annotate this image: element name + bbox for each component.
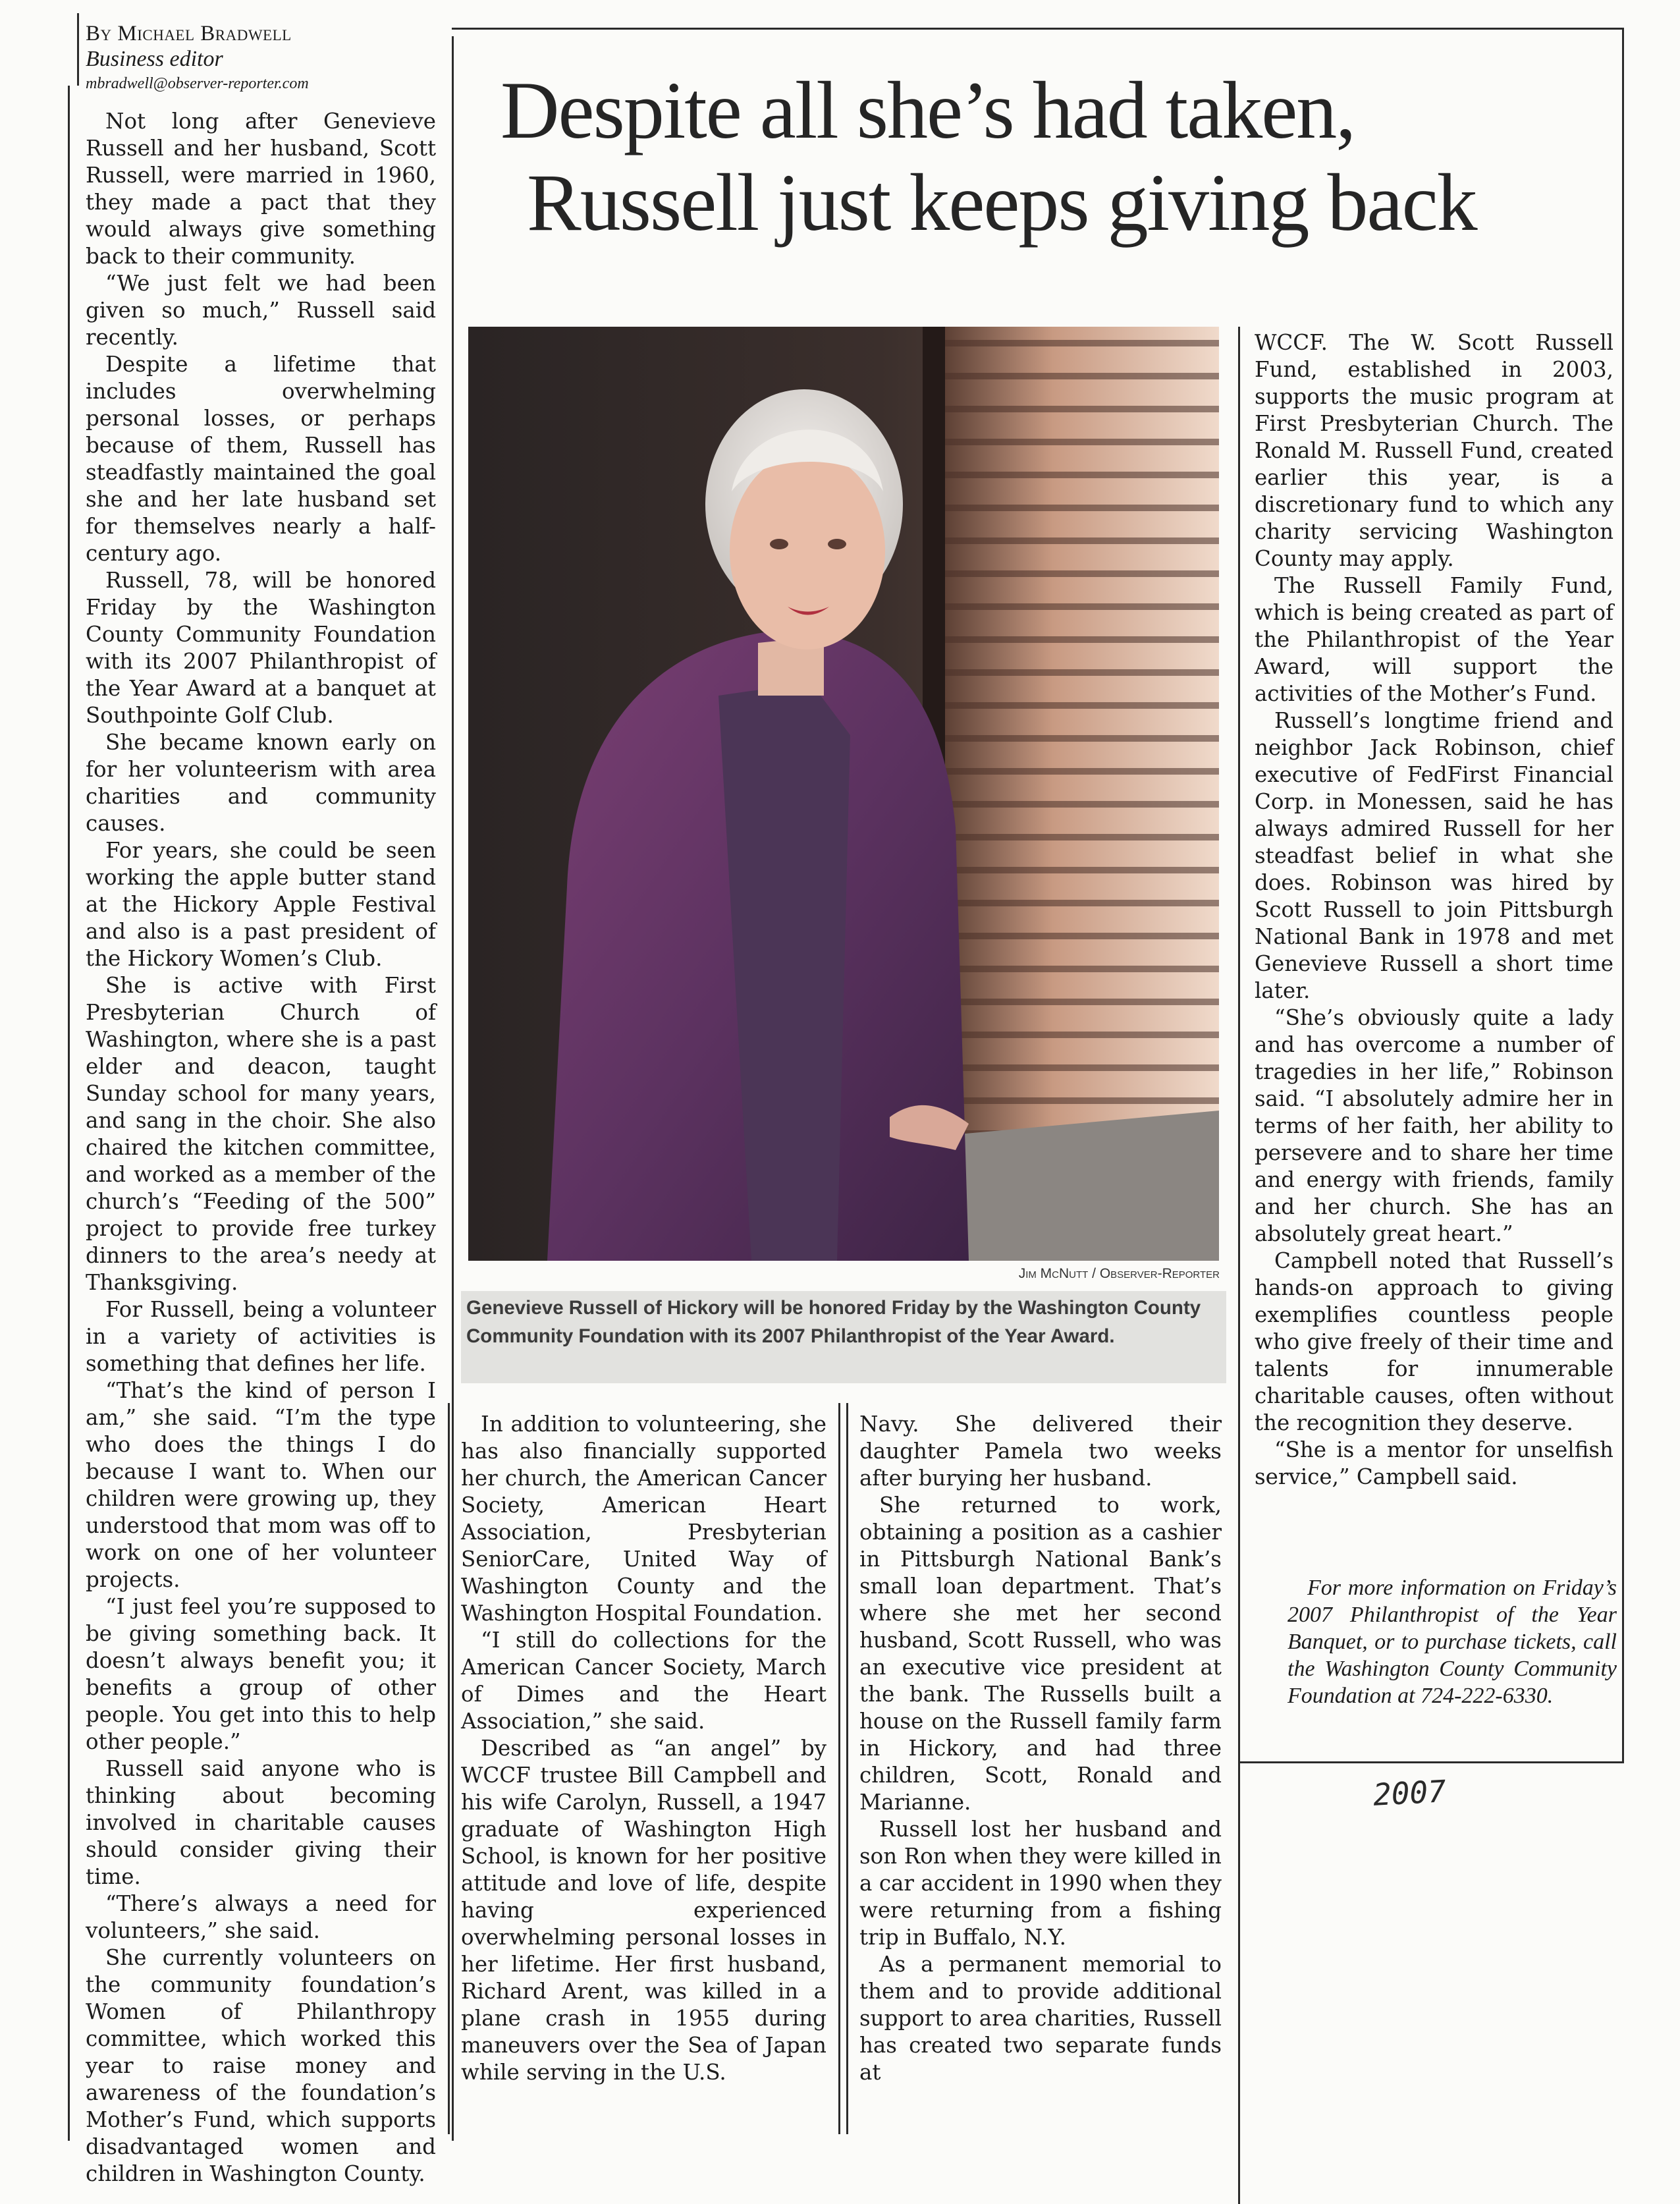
article-column-3 (859, 1411, 1222, 2086)
article-column-4 (1255, 329, 1613, 1491)
photo-caption: Genevieve Russell of Hickory will be honored Friday by the Washington County Community Foundation with its 2007 Philanthropist of the Year Award. (461, 1291, 1226, 1383)
byline (86, 21, 436, 95)
paragraph: “There’s always a need for volunteers,” she said. (86, 1891, 436, 1943)
paragraph: For years, she could be seen working the apple butter stand at the Hickory Apple Festival and also is a past president of the Hickory Women’s Club. (86, 838, 436, 971)
paragraph: For Russell, being a volunteer in a variety of activities is something that defines her life. (86, 1297, 436, 1376)
handwritten-year-note: 2007 (1372, 1773, 1448, 1813)
article-column-2 (461, 1411, 826, 2086)
paragraph: As a permanent memorial to them and to provide additional support to area charities, Russell has created two separate funds at (859, 1952, 1222, 2085)
headline-line-1: Despite all she’s had taken, (501, 65, 1355, 155)
paragraph: Not long after Genevieve Russell and her husband, Scott Russell, were married in 1960, they made a pact that they would always give something back to their community. (86, 109, 436, 269)
paragraph: Despite a lifetime that includes overwhelming personal losses, or perhaps because of them, Russell has steadfastly maintained the goal she and her late husband set for themselves nearly a half-century ago. (86, 352, 436, 566)
photo-credit: Jim McNutt / Observer-Reporter (1018, 1266, 1220, 1281)
paragraph: Navy. She delivered their daughter Pamela two weeks after burying her husband. (859, 1412, 1222, 1491)
paragraph: Russell said anyone who is thinking about becoming involved in charitable causes should consider giving their time. (86, 1756, 436, 1889)
left-column-rule (68, 86, 70, 2141)
paragraph: Campbell noted that Russell’s hands-on approach to giving exemplifies countless people who give freely of their time and talents for innumerable charitable causes, often without the recognition they deserve. (1255, 1248, 1613, 1435)
photo-genevieve-russell (468, 327, 1219, 1261)
paragraph: Russell lost her husband and son Ron when they were killed in a car accident in 1990 when they were returning from a fishing trip in Buffalo, N.Y. (859, 1817, 1222, 1950)
paragraph: “She’s obviously quite a lady and has overcome a number of tragedies in her life,” Robinson said. “I absolutely admire her in terms of her faith, her ability to persevere and to share her time and energy with friends, family and her church. She has an absolutely great heart.” (1255, 1005, 1613, 1246)
paragraph: She currently volunteers on the community foundation’s Women of Philanthropy committee, which worked this year to raise money and awareness of the foundation’s Mother’s Fund, which supports disadvantaged women and children in Washington County. (86, 1945, 436, 2186)
paragraph: She returned to work, obtaining a position as a cashier in Pittsburgh National Bank’s small loan department. That’s where she met her second husband, Scott Russell, who was an executive vice president at the bank. The Russells built a house on the Russell family farm in Hickory, and had three children, Scott, Ronald and Marianne. (859, 1493, 1222, 1815)
col1-right-rule (452, 36, 454, 2141)
paragraph: Russell’s longtime friend and neighbor Jack Robinson, chief executive of FedFirst Financial Corp. in Monessen, said he has always admired Russell for her steadfast belief in what she does. Robinson was hired by Scott Russell to join Pittsburgh National Bank in 1978 and met Genevieve Russell a short time later. (1255, 708, 1613, 1003)
paragraph: Russell, 78, will be honored Friday by the Washington County Community Foundation with its 2007 Philanthropist of the Year Award at a banquet at Southpointe Golf Club. (86, 568, 436, 728)
col3-left-rule (846, 1403, 848, 2134)
paragraph: Described as “an angel” by WCCF trustee Bill Campbell and his wife Carolyn, Russell, a 1947 graduate of Washington High School, is known for her positive attitude and love of life, despite having experienced overwhelming personal losses in her lifetime. Her first husband, Richard Arent, was killed in a plane crash in 1955 during maneuvers over the Sea of Japan while serving in the U.S. (461, 1736, 826, 2085)
paragraph: “I still do collections for the American Cancer Society, March of Dimes and the Heart Association,” she said. (461, 1628, 826, 1734)
sidebar-left-rule (1238, 327, 1240, 2204)
article-column-1 (86, 21, 436, 2188)
paragraph: In addition to volunteering, she has also financially supported her church, the American Cancer Society, American Heart Association, Presbyterian SeniorCare, United Way of Washington County and the Washington Hospital Foundation. (461, 1412, 826, 1626)
paragraph: “We just felt we had been given so much,” Russell said recently. (86, 271, 436, 350)
headline-line-2: Russell just keeps giving back (527, 157, 1477, 248)
left-column-rule-top (77, 13, 79, 86)
right-rule (1622, 28, 1624, 1763)
more-info-note: For more information on Friday’s 2007 Philanthropist of the Year Banquet, or to purchase tickets, call the Washington County Community Foundation at 724-222-6330. (1287, 1576, 1617, 1708)
author-role: Business editor (86, 47, 223, 71)
paragraph: WCCF. The W. Scott Russell Fund, established in 2003, supports the music program at First Presbyterian Church. The Ronald M. Russell Fund, created earlier this year, is a discretionary fund to which any charity servicing Washington County may apply. (1255, 330, 1613, 571)
paragraph: “She is a mentor for unselfish service,” Campbell said. (1255, 1437, 1613, 1489)
paragraph: She became known early on for her volunteerism with area charities and community causes. (86, 730, 436, 836)
paragraph: “I just feel you’re supposed to be giving something back. It doesn’t always benefit you; it benefits a group of other people. You get into this to help other people.” (86, 1594, 436, 1754)
paragraph: “That’s the kind of person I am,” she said. “I’m the type who does the things I do because I want to. When our children were growing up, they understood that mom was off to work on one of her volunteer projects. (86, 1378, 436, 1592)
author-name: By Michael Bradwell (86, 22, 292, 45)
paragraph: The Russell Family Fund, which is being created as part of the Philanthropist of the Year Award, will support the activities of the Mother’s Fund. (1255, 573, 1613, 706)
col2-left-rule (448, 1403, 450, 2134)
paragraph: She is active with First Presbyterian Church of Washington, where she is a past elder and deacon, taught Sunday school for many years, and sang in the choir. She also chaired the kitchen committee, and worked as a member of the church’s “Feeding of the 500” project to provide free turkey dinners to the area’s needy at Thanksgiving. (86, 973, 436, 1295)
author-email: mbradwell@observer-reporter.com (86, 75, 309, 92)
headline (501, 65, 1620, 249)
col2-right-rule (838, 1403, 840, 2134)
top-rule (452, 28, 1624, 30)
sidebar-bottom-rule (1238, 1761, 1624, 1763)
